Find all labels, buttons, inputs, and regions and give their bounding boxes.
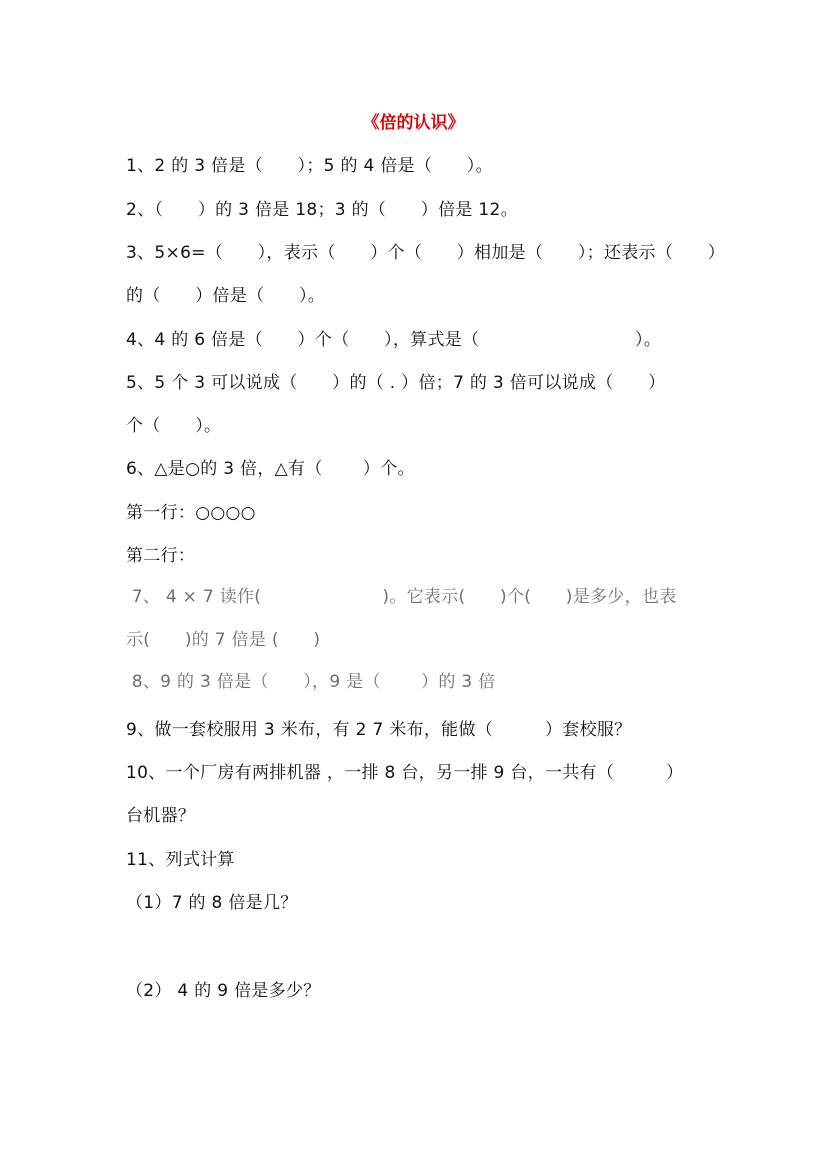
question-6: 6、△是○的 3 倍，△有（ ）个。 bbox=[126, 459, 415, 479]
question-11-part-2: （2） 4 的 9 倍是多少？ bbox=[126, 981, 321, 1001]
question-11-part-1: （1）7 的 8 倍是几？ bbox=[126, 893, 298, 913]
question-3-line-1: 3、5×6=（ ），表示（ ）个（ ）相加是（ ）；还表示（ ） bbox=[126, 243, 726, 263]
question-4: 4、4 的 6 倍是（ ）个（ ），算式是（ ）。 bbox=[126, 330, 662, 350]
question-10-line-2: 台机器？ bbox=[126, 806, 196, 826]
question-5-line-1: 5、5 个 3 可以说成（ ）的（ . ）倍；7 的 3 倍可以说成（ ） bbox=[126, 373, 666, 393]
worksheet-title: 《倍的认识》 bbox=[362, 113, 465, 133]
question-7-line-2: 示( )的 7 倍是 ( ) bbox=[126, 630, 321, 650]
question-9: 9、做一套校服用 3 米布，有 2 7 米布，能做（ ）套校服？ bbox=[126, 720, 632, 740]
row-1-circles: 第一行：○○○○ bbox=[126, 503, 256, 523]
row-2-label: 第二行： bbox=[126, 546, 196, 566]
question-2: 2、（ ）的 3 倍是 18；3 的（ ）倍是 12。 bbox=[126, 200, 518, 220]
question-8: 8、9 的 3 倍是（ ），9 是（ ）的 3 倍 bbox=[126, 672, 496, 692]
question-7-line-1: 7、 4 × 7 读作( )。它表示( )个( )是多少，也表 bbox=[126, 587, 677, 607]
question-3-line-2: 的（ ）倍是（ ）。 bbox=[126, 286, 326, 306]
question-1: 1、2 的 3 倍是（ ）；5 的 4 倍是（ ）。 bbox=[126, 156, 493, 176]
question-10-line-1: 10、一个厂房有两排机器 ，一排 8 台，另一排 9 台，一共有（ ） bbox=[126, 763, 684, 783]
question-11: 11、列式计算 bbox=[126, 850, 235, 870]
question-5-line-2: 个（ ）。 bbox=[126, 416, 222, 436]
